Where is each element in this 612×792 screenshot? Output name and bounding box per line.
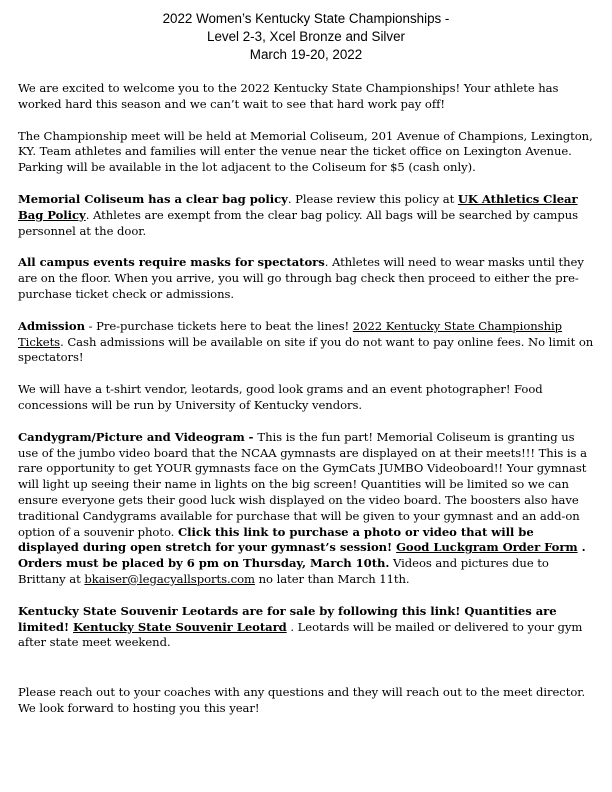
document-title (18, 10, 594, 64)
bag-policy-text-1: . Please review this policy at (287, 191, 458, 206)
clear-bag-policy-link[interactable]: UK Athletics Clear Bag Policy (18, 191, 578, 222)
leotards-heading: Kentucky State Souvenir Leotards are for sale by following this link! Quantities are limited! (18, 603, 557, 634)
masks-text: . Athletes will need to wear masks until they are on the floor. When you arrive, you will go through bag check then proceed to either the pre-purchase ticket check or admissions. (18, 255, 584, 301)
leotards-text: . Leotards will be mailed or delivered to your gym after state meet weekend. (18, 619, 583, 650)
welcome-paragraph: We are excited to welcome you to the 2022 Kentucky State Championships! Your athlete has worked hard this season and we can’t wait to see that hard work pay off! (18, 81, 559, 111)
bag-policy-heading: Memorial Coliseum has a clear bag policy (18, 191, 288, 206)
luckgram-order-form-link[interactable]: Good Luckgram Order Form (396, 540, 578, 555)
souvenir-leotard-link[interactable]: Kentucky State Souvenir Leotard (73, 619, 287, 634)
admission-text-1: - Pre-purchase tickets here to beat the lines! (84, 318, 353, 333)
title-line-1: 2022 Women’s Kentucky State Championships - (162, 11, 450, 26)
candygram-text-3: no later than March 11th. (254, 571, 410, 586)
leotards-paragraph (18, 604, 594, 651)
vendors-paragraph: We will have a t-shirt vendor, leotards, good look grams and an event photographer! Food concessions will be run by University of Kentucky vendors. (18, 382, 543, 412)
admission-heading: Admission (18, 318, 85, 333)
title-line-3: March 19-20, 2022 (249, 47, 363, 62)
candygram-deadline: . Orders must be placed by 6 pm on Thursday, March 10th. (18, 540, 586, 571)
tickets-link[interactable]: 2022 Kentucky State Championship Tickets (18, 318, 563, 349)
candygram-heading: Candygram/Picture and Videogram - (18, 429, 258, 444)
venue-paragraph: The Championship meet will be held at Memorial Coliseum, 201 Avenue of Champions, Lexington, KY. Team athletes and families will enter the venue near the ticket office on Lexington Avenue. Parking will be available in the lot adjacent to the Coliseum for $5 (cash only). (18, 128, 593, 175)
candygram-text-2: Videos and pictures due to Brittany at (18, 556, 549, 586)
closing-paragraph: Please reach out to your coaches with any questions and they will reach out to the meet director. We look forward to hosting you this year! (18, 685, 586, 715)
masks-heading: All campus events require masks for spectators (18, 255, 325, 270)
bag-policy-paragraph (18, 192, 594, 239)
bag-policy-text-2: . Athletes are exempt from the clear bag policy. All bags will be searched by campus personnel at the door. (18, 207, 579, 238)
masks-paragraph (18, 255, 594, 302)
candygram-paragraph (18, 430, 594, 588)
candygram-call-to-action: Click this link to purchase a photo or video that will be displayed during open stretch for your gymnast’s session! (18, 524, 534, 555)
admission-paragraph (18, 319, 594, 366)
candygram-text-1: This is the fun part! Memorial Coliseum is granting us use of the jumbo video board that the NCAA gymnasts are displayed on at their meets!!! This is a rare opportunity to get YOUR gymnasts face on the GymCats JUMBO Videoboard!! Your gymnast will light up seeing their name in lights on the big screen! Quantities will be limited so we can ensure everyone gets their good luck wish displayed on the video board. The boosters also have traditional Candygrams available for purchase that will be given to your gymnast and an add-on option of a souvenir photo. (18, 429, 587, 539)
title-line-2: Level 2-3, Xcel Bronze and Silver (207, 29, 405, 44)
email-link[interactable]: bkaiser@legacyallsports.com (84, 571, 255, 586)
admission-text-2: . Cash admissions will be available on site if you do not want to pay online fees. No limit on spectators! (18, 334, 594, 365)
